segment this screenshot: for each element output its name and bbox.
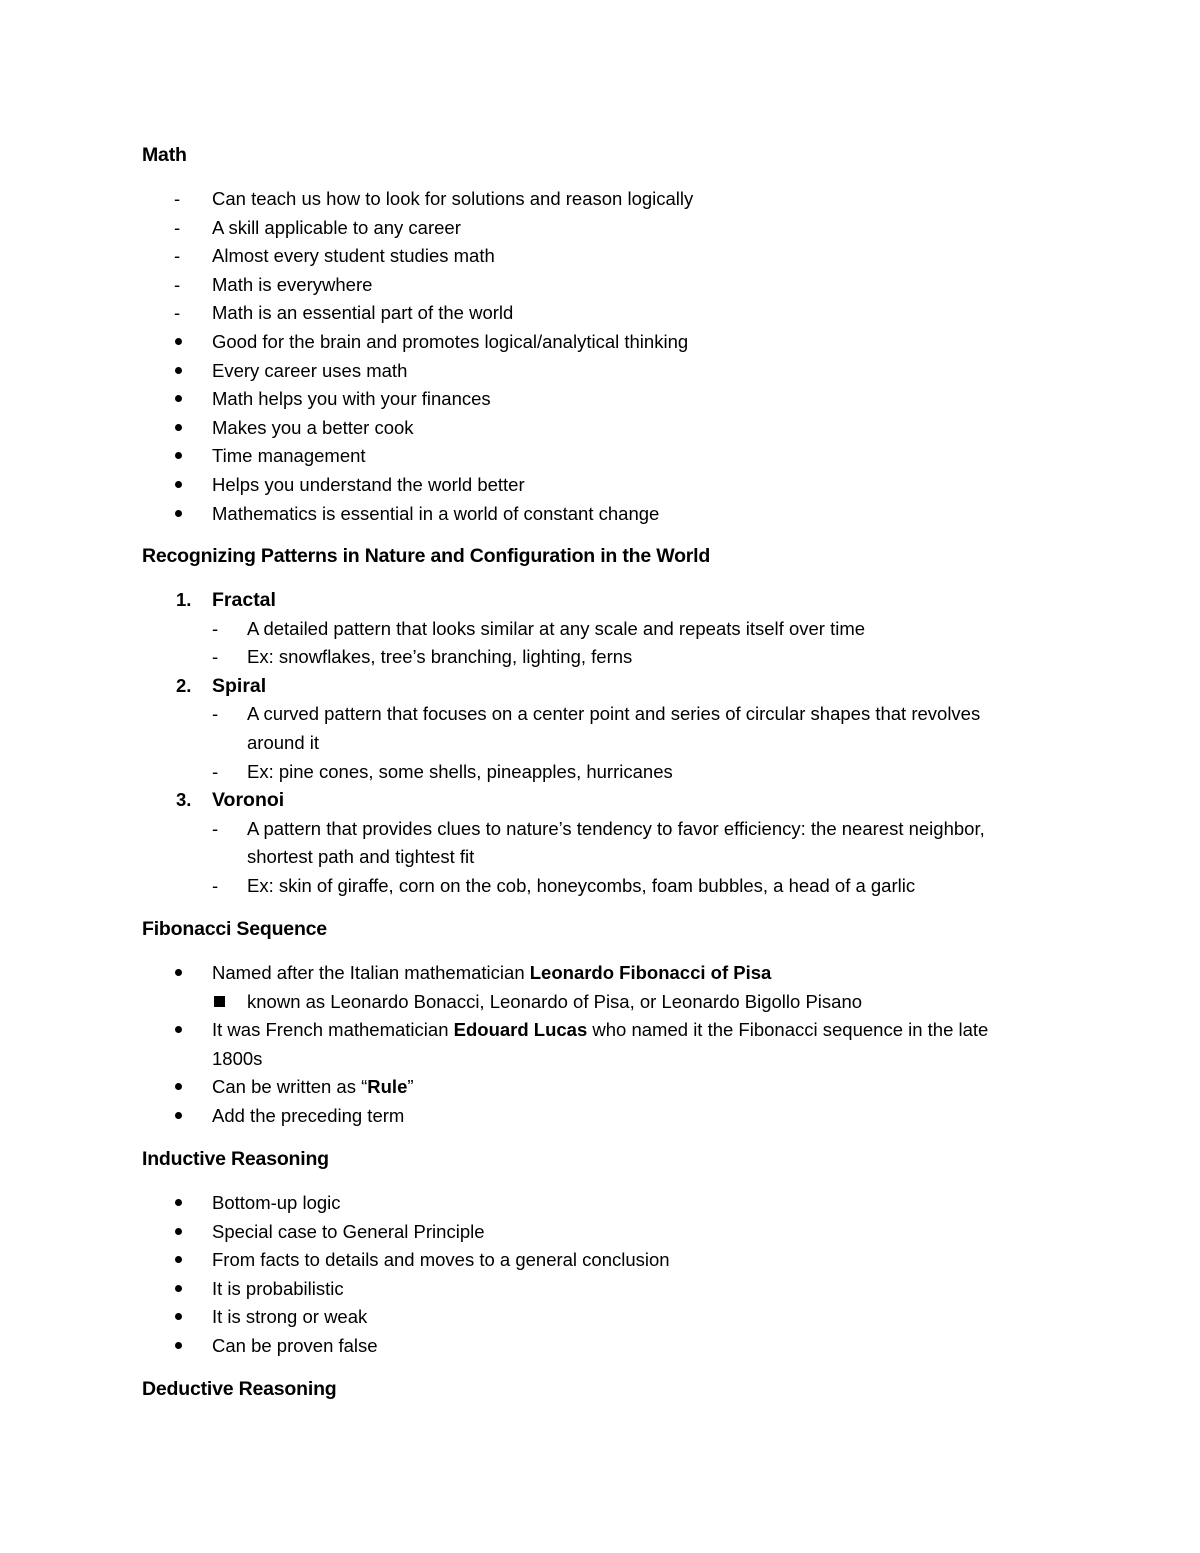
list-item: - Ex: skin of giraffe, corn on the cob, honeycombs, foam bubbles, a head of a garlic xyxy=(142,872,1062,901)
bullet-icon xyxy=(175,1199,182,1206)
dash-marker: - xyxy=(212,617,219,639)
dash-marker: - xyxy=(174,273,181,295)
pattern-number: 3. xyxy=(176,789,192,811)
list-item: - Almost every student studies math xyxy=(142,242,1062,271)
pattern-item-voronoi xyxy=(142,786,1062,815)
list-item: Makes you a better cook xyxy=(142,414,1062,443)
deductive-heading: Deductive Reasoning xyxy=(142,1378,337,1400)
fibonacci-heading: Fibonacci Sequence xyxy=(142,918,327,940)
list-item: It is probabilistic xyxy=(142,1275,1062,1304)
list-item: Named after the Italian mathematician Leonardo Fibonacci of Pisa xyxy=(142,959,1062,988)
dash-marker: - xyxy=(212,703,219,725)
list-item: Special case to General Principle xyxy=(142,1218,1062,1247)
list-item: - Ex: snowflakes, tree’s branching, lighting, ferns xyxy=(142,643,1062,672)
list-item: - Can teach us how to look for solutions and reason logically xyxy=(142,185,1062,214)
bold-name: Leonardo Fibonacci of Pisa xyxy=(529,962,772,983)
list-item: Good for the brain and promotes logical/analytical thinking xyxy=(142,328,1062,357)
bullet-icon xyxy=(175,510,182,517)
math-section xyxy=(142,141,1062,528)
list-item: known as Leonardo Bonacci, Leonardo of Pisa, or Leonardo Bigollo Pisano xyxy=(142,988,1062,1017)
list-item: Mathematics is essential in a world of constant change xyxy=(142,500,1062,529)
pattern-number: 1. xyxy=(176,589,192,610)
inductive-heading: Inductive Reasoning xyxy=(142,1148,329,1170)
list-item: Math helps you with your finances xyxy=(142,385,1062,414)
dash-marker: - xyxy=(212,817,219,839)
list-item: - A detailed pattern that looks similar at any scale and repeats itself over time xyxy=(142,615,1062,644)
fibonacci-section xyxy=(142,915,1062,1131)
bullet-icon xyxy=(175,452,182,459)
list-item: - A pattern that provides clues to nature’s tendency to favor efficiency: the nearest neighbor, shortest path and tightest fit xyxy=(142,815,1062,872)
patterns-list xyxy=(142,586,1062,901)
list-item: - Ex: pine cones, some shells, pineapples, hurricanes xyxy=(142,758,1062,787)
list-item: Can be proven false xyxy=(142,1332,1062,1361)
patterns-heading: Recognizing Patterns in Nature and Configuration in the World xyxy=(142,545,711,567)
dash-marker: - xyxy=(212,760,219,782)
pattern-item-fractal xyxy=(142,586,1062,615)
bullet-icon xyxy=(175,1083,182,1090)
list-item: It was French mathematician Edouard Lucas who named it the Fibonacci sequence in the late 1800s xyxy=(142,1016,1062,1073)
bullet-icon xyxy=(175,1256,182,1263)
patterns-section xyxy=(142,542,1062,901)
list-item: Time management xyxy=(142,442,1062,471)
pattern-title: Fractal xyxy=(212,589,276,611)
inductive-list xyxy=(142,1189,1062,1361)
list-item: Helps you understand the world better xyxy=(142,471,1062,500)
list-item: Every career uses math xyxy=(142,357,1062,386)
deductive-section xyxy=(142,1375,1062,1403)
dash-marker: - xyxy=(212,874,219,896)
bullet-icon xyxy=(175,1313,182,1320)
dash-marker: - xyxy=(174,188,181,209)
list-item: - A skill applicable to any career xyxy=(142,214,1062,243)
list-item: Can be written as “Rule” xyxy=(142,1073,1062,1102)
pattern-title: Spiral xyxy=(212,674,267,697)
bold-name: Edouard Lucas xyxy=(453,1019,588,1041)
list-item: Bottom-up logic xyxy=(142,1189,1062,1218)
bullet-icon xyxy=(175,1112,182,1119)
inductive-section xyxy=(142,1145,1062,1361)
pattern-item-spiral xyxy=(142,672,1062,701)
math-dash-list xyxy=(142,185,1062,328)
bullet-icon xyxy=(175,395,182,402)
bullet-icon xyxy=(175,1285,182,1292)
list-item: From facts to details and moves to a general conclusion xyxy=(142,1246,1062,1275)
bullet-icon xyxy=(175,1228,182,1235)
list-item: - Math is an essential part of the world xyxy=(142,299,1062,328)
pattern-number: 2. xyxy=(176,674,192,696)
bullet-icon xyxy=(175,338,182,345)
list-item: - Math is everywhere xyxy=(142,271,1062,300)
list-item: Add the preceding term xyxy=(142,1102,1062,1131)
bullet-icon xyxy=(175,424,182,431)
bold-rule: Rule xyxy=(367,1076,408,1098)
bullet-icon xyxy=(175,367,182,374)
dash-marker: - xyxy=(212,646,219,668)
dash-marker: - xyxy=(174,302,181,324)
square-bullet-icon xyxy=(214,996,225,1007)
list-item: - A curved pattern that focuses on a center point and series of circular shapes that revolves around it xyxy=(142,700,1062,757)
bullet-icon xyxy=(175,1342,182,1349)
bullet-icon xyxy=(175,969,182,976)
list-item: It is strong or weak xyxy=(142,1303,1062,1332)
pattern-title: Voronoi xyxy=(212,789,285,812)
bullet-icon xyxy=(175,481,182,488)
fibonacci-list xyxy=(142,959,1062,1131)
math-bullet-list xyxy=(142,328,1062,528)
math-heading: Math xyxy=(142,144,187,166)
bullet-icon xyxy=(175,1026,182,1033)
dash-marker: - xyxy=(174,216,181,238)
dash-marker: - xyxy=(174,245,181,267)
